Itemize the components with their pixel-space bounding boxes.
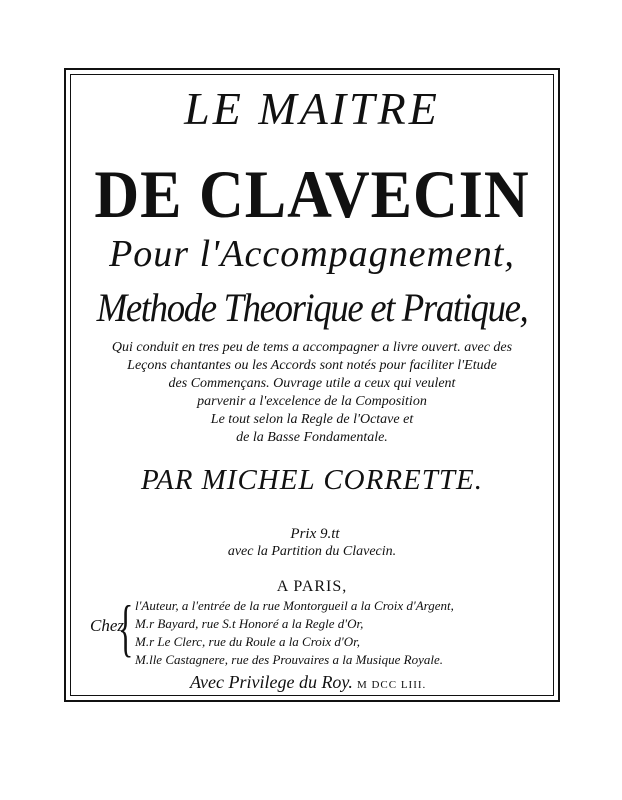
- title-line-4: Methode Theorique et Pratique,: [96, 285, 528, 330]
- place-line: A PARIS,: [276, 578, 348, 595]
- privilege-text: Avec Privilege du Roy.: [190, 672, 353, 692]
- address-line-4: M.lle Castagnere, rue des Prouvaires a la Musique Royale.: [135, 652, 443, 667]
- description-line-5: Le tout selon la Regle de l'Octave et: [210, 412, 414, 427]
- description-line-2: Leçons chantantes ou les Accords sont notés pour faciliter l'Etude: [127, 358, 497, 373]
- address-line-3: M.r Le Clerc, rue du Roule a la Croix d'Or,: [135, 634, 360, 649]
- address-line-2: M.r Bayard, rue S.t Honoré a la Regle d'Or,: [135, 616, 364, 631]
- title-line-3: Pour l'Accompagnement,: [109, 233, 515, 275]
- description-line-6: de la Basse Fondamentale.: [236, 430, 388, 445]
- description-line-3: des Commençans. Ouvrage utile a ceux qui veulent: [168, 376, 456, 391]
- description-line-1: Qui conduit en tres peu de tems a accompagner a livre ouvert. avec des: [111, 340, 513, 355]
- address-line-1: l'Auteur, a l'entrée de la rue Montorgueil a la Croix d'Argent,: [135, 598, 454, 613]
- brace-icon: {: [118, 592, 134, 663]
- year-text: M DCC LIII.: [356, 679, 427, 691]
- author-line: PAR MICHEL CORRETTE.: [141, 464, 483, 496]
- description-line-4: parvenir a l'excelence de la Composition: [197, 394, 427, 409]
- price: Prix 9.tt: [290, 526, 340, 542]
- partition-note: avec la Partition du Clavecin.: [227, 544, 397, 559]
- chez-label: Chez: [90, 616, 124, 635]
- title-line-1: LE MAITRE: [184, 83, 440, 134]
- title-line-2: DE CLAVECIN: [94, 157, 530, 233]
- privilege-line: [190, 672, 426, 693]
